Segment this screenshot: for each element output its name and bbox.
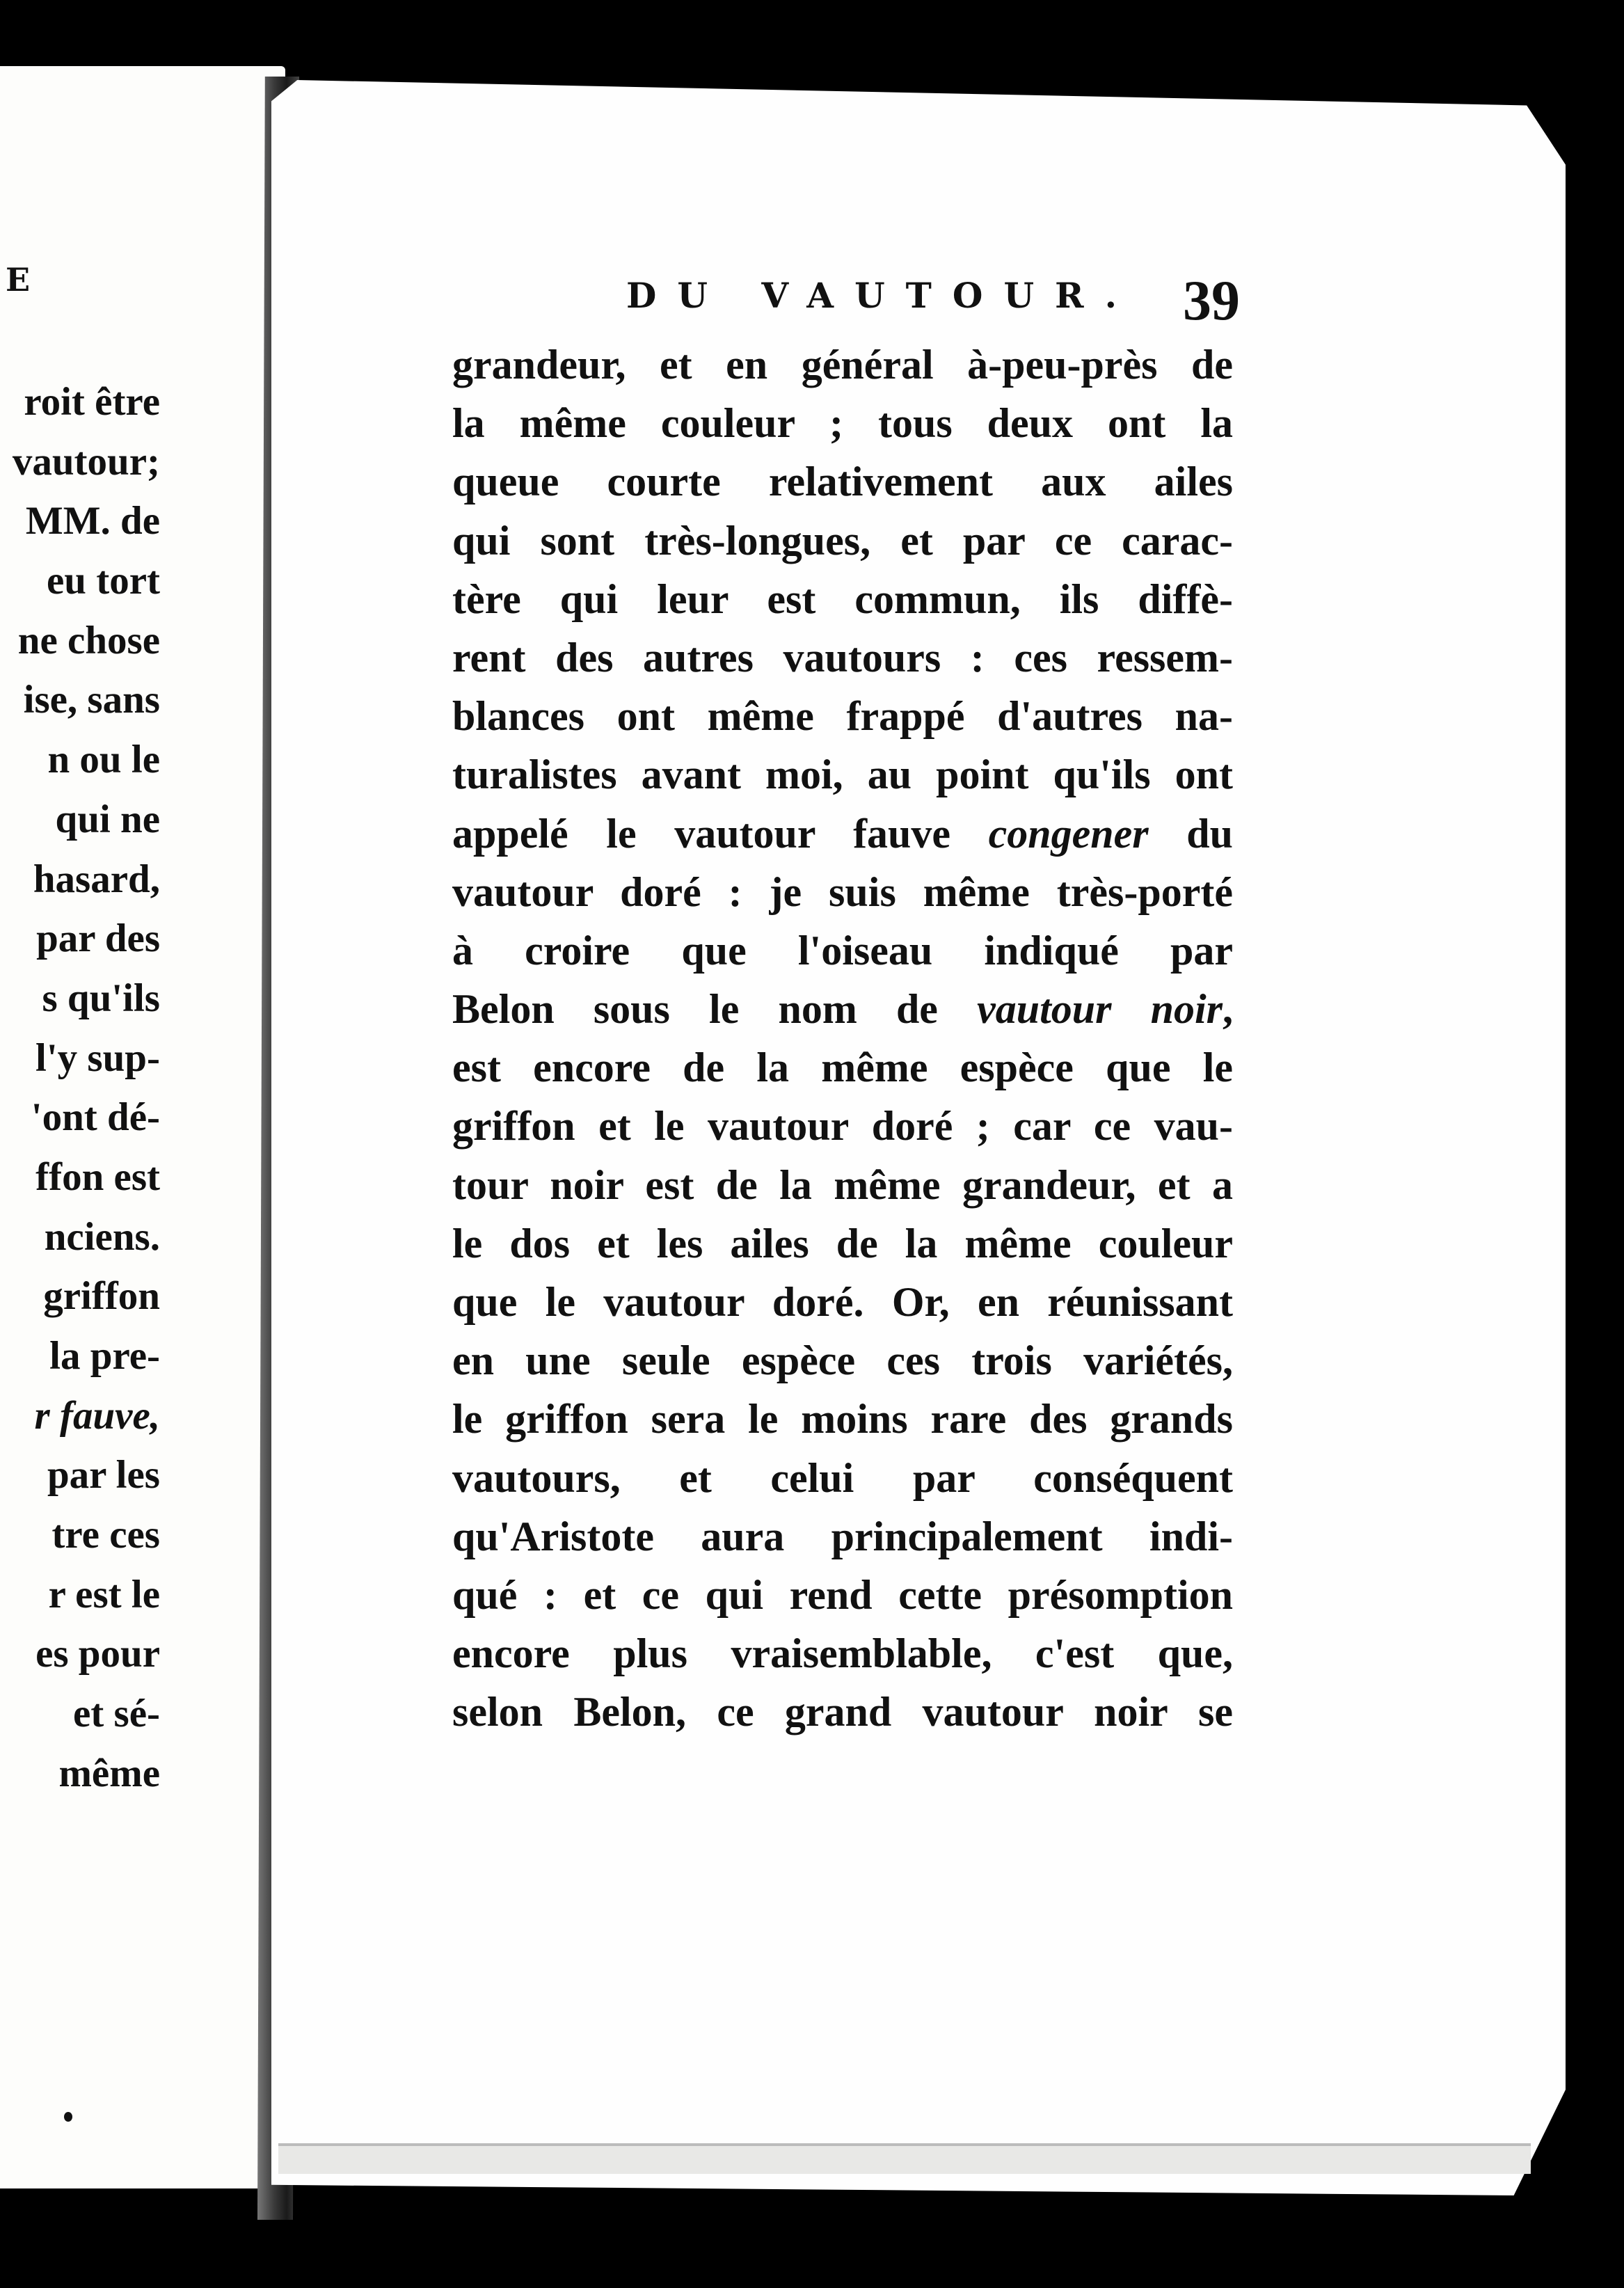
- text-line: en une seule espèce ces trois variétés,: [452, 1337, 1233, 1384]
- left-line: roit être: [24, 380, 160, 424]
- text-line: que le vautour doré. Or, en réunissant: [452, 1279, 1233, 1325]
- ink-dot: [64, 2112, 72, 2122]
- text-segment: du: [1148, 810, 1233, 857]
- text-segment: ,: [1223, 986, 1233, 1033]
- left-line: griffon: [43, 1274, 160, 1319]
- left-line: s qu'ils: [42, 976, 160, 1020]
- text-line: [452, 980, 1233, 1038]
- left-line: eu tort: [46, 559, 160, 603]
- left-line: r fauve,: [34, 1393, 160, 1438]
- text-line: à croire que l'oiseau indiqué par: [452, 927, 1233, 974]
- text-line: qué : et ce qui rend cette présomption: [452, 1571, 1233, 1618]
- running-head: DU VAUTOUR.: [626, 275, 1138, 316]
- page-number: 39: [1183, 269, 1240, 332]
- left-line: qui ne: [55, 797, 160, 841]
- left-line: la pre-: [49, 1334, 160, 1378]
- left-line: tre ces: [51, 1513, 160, 1557]
- text-segment: appelé le vautour fauve: [452, 810, 989, 857]
- left-line: par les: [47, 1453, 160, 1497]
- left-line: nciens.: [44, 1214, 160, 1259]
- italic-term-congener: congener: [988, 810, 1149, 857]
- text-line: turalistes avant moi, au point qu'ils ont: [452, 752, 1233, 798]
- text-line: est encore de la même espèce que le: [452, 1044, 1233, 1091]
- text-line: selon Belon, ce grand vautour noir se: [452, 1689, 1233, 1735]
- text-line: vautour doré : je suis même très-porté: [452, 868, 1233, 915]
- left-line: vautour;: [12, 439, 160, 484]
- text-line: le griffon sera le moins rare des grands: [452, 1396, 1233, 1443]
- left-line: n ou le: [47, 738, 160, 782]
- text-line: tère qui leur est commun, ils diffè-: [452, 575, 1233, 622]
- previous-page-heading-fragment: E: [6, 261, 35, 299]
- left-line: hasard,: [33, 857, 160, 901]
- text-line: griffon et le vautour doré ; car ce vau-: [452, 1103, 1233, 1150]
- left-line: par des: [36, 916, 160, 961]
- text-line: encore plus vraisemblable, c'est que,: [452, 1630, 1233, 1677]
- text-line: queue courte relativement aux ailes: [452, 459, 1233, 505]
- page-body-text: [452, 335, 1233, 1742]
- previous-page-fragment: [0, 66, 285, 2188]
- left-line: l'y sup-: [35, 1035, 160, 1080]
- text-line: le dos et les ailes de la même couleur: [452, 1220, 1233, 1266]
- text-line: rent des autres vautours : ces ressem-: [452, 634, 1233, 681]
- left-line: ffon est: [35, 1154, 160, 1199]
- left-line: es pour: [35, 1632, 160, 1676]
- text-line: qui sont très-longues, et par ce carac-: [452, 517, 1233, 564]
- italic-term-vautour-noir: vautour noir: [977, 986, 1223, 1033]
- text-line: la même couleur ; tous deux ont la: [452, 400, 1233, 447]
- text-line: qu'Aristote aura principalement indi-: [452, 1513, 1233, 1559]
- text-line: blances ont même frappé d'autres na-: [452, 693, 1233, 740]
- text-line: grandeur, et en général à-peu-près de: [452, 342, 1233, 388]
- left-line: ne chose: [17, 618, 160, 662]
- text-segment: Belon sous le nom de: [452, 986, 978, 1033]
- left-line: MM. de: [25, 499, 160, 543]
- text-line: [452, 804, 1233, 863]
- previous-page-text: [0, 372, 285, 1804]
- left-line: ise, sans: [23, 678, 160, 722]
- page-stack-edge: [278, 2143, 1531, 2174]
- text-line: vautours, et celui par conséquent: [452, 1454, 1233, 1501]
- left-line: r est le: [48, 1572, 160, 1616]
- left-line: 'ont dé-: [31, 1095, 160, 1140]
- text-line: tour noir est de la même grandeur, et a: [452, 1161, 1233, 1208]
- left-line: même: [58, 1751, 160, 1795]
- left-line: et sé-: [73, 1692, 160, 1736]
